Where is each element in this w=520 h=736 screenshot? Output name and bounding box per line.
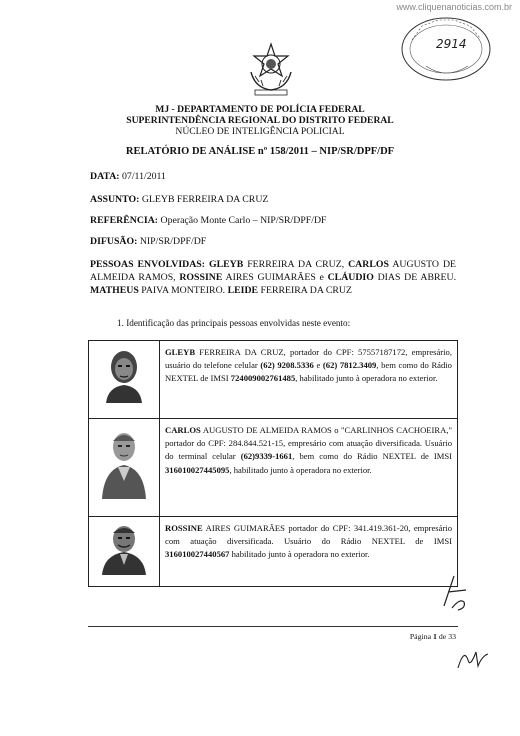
phone-number: (62)9339-1661: [240, 451, 293, 462]
photo-cell: [89, 341, 160, 419]
field-difusao-label: DIFUSÃO:: [90, 236, 138, 247]
field-referencia-label: REFERÊNCIA:: [90, 215, 159, 226]
field-data: [90, 171, 166, 182]
phone-number: (62) 9208.5336: [260, 360, 314, 371]
field-difusao-value: NIP/SR/DPF/DF: [139, 236, 207, 247]
person-text: habilitado junto à operadora no exterior.: [229, 549, 370, 560]
phone-number: (62) 7812.3409: [322, 360, 377, 371]
field-referencia-value: Operação Monte Carlo – NIP/SR/DPF/DF: [160, 215, 327, 226]
person-text: , bem como do Rádio NEXTEL de IMSI: [165, 360, 452, 384]
photo-cell: [89, 517, 160, 587]
person-text: , habilitado junto à operadora no exterior.: [295, 373, 438, 384]
person-1-first: GLEYB: [208, 259, 244, 270]
header-line-2: SUPERINTENDÊNCIA REGIONAL DO DISTRITO FEDERAL: [126, 115, 394, 126]
field-assunto-label: ASSUNTO:: [90, 194, 140, 205]
person-4-rest: DIAS DE ABREU.: [377, 272, 457, 283]
field-data-value: 07/11/2011: [122, 171, 166, 182]
field-referencia: [90, 215, 327, 226]
stamp-number: 2914: [436, 37, 467, 51]
field-data-label: DATA:: [90, 171, 120, 182]
person-name: GLEYB: [165, 347, 196, 357]
person-description: [160, 419, 458, 517]
page-label: Página: [409, 632, 432, 641]
person-description: [160, 341, 458, 419]
person-4-first: CLÁUDIO: [327, 272, 374, 283]
table-row: [89, 517, 458, 587]
footer-divider: [88, 626, 458, 627]
institution-header: [0, 104, 520, 137]
person-text: e: [313, 360, 323, 371]
person-5-rest: PAIVA MONTEIRO.: [141, 285, 226, 296]
imsi-number: 724009002761485: [230, 373, 296, 384]
signature-initials-icon: [456, 642, 490, 672]
person-3-rest: AIRES GUIMARÃES e: [225, 272, 324, 283]
signature-initials-icon: [440, 572, 470, 612]
person-5-first: MATHEUS: [90, 285, 139, 296]
person-1-rest: FERREIRA DA CRUZ,: [247, 259, 345, 270]
photo-cell: [89, 419, 160, 517]
person-3-first: ROSSINE: [179, 272, 223, 283]
person-2-rest: AUGUSTO DE ALMEIDA RAMOS,: [90, 259, 456, 283]
portrait-photo-gleyb: [102, 345, 146, 403]
field-difusao: [90, 236, 206, 247]
imsi-number: 316010027440567: [165, 549, 230, 560]
persons-table: [88, 340, 458, 587]
person-name: ROSSINE: [165, 523, 203, 533]
field-assunto: [90, 194, 268, 205]
item-1-heading: 1. Identificação das principais pessoas envolvidas neste evento:: [117, 318, 351, 328]
table-row: [89, 419, 458, 517]
portrait-photo-carlos: [100, 427, 148, 499]
report-title: RELATÓRIO DE ANÁLISE nº 158/2011 – NIP/SR/DPF/DF: [125, 146, 395, 157]
pessoas-envolvidas: [90, 258, 456, 297]
coat-of-arms-icon: [245, 42, 297, 98]
page-current: 1: [433, 632, 437, 641]
watermark-text: www.cliquenanoticias.com.br: [396, 2, 512, 12]
imsi-number: 316010027445095: [165, 464, 230, 475]
person-6-first: LEIDE: [227, 285, 259, 296]
person-6-rest: FERREIRA DA CRUZ: [260, 285, 352, 296]
page-number: [410, 632, 456, 641]
pessoas-label: PESSOAS ENVOLVIDAS:: [90, 259, 206, 270]
person-text: , bem como do Rádio NEXTEL de IMSI: [292, 451, 452, 462]
table-row: [89, 341, 458, 419]
person-text: AUGUSTO DE ALMEIDA RAMOS o "CARLINHOS CACHOEIRA," portador do CPF: 284.844.521-15, empresário com atuação diversificada. Usuário do terminal celular: [165, 425, 452, 462]
person-text: AIRES GUIMARÃES portador do CPF: 341.419.361-20, empresário com atuação diversificada. Usuário do Rádio NEXTEL de IMSI: [165, 523, 452, 547]
header-line-3: NÚCLEO DE INTELIGÊNCIA POLICIAL: [175, 126, 345, 137]
header-line-1: MJ - DEPARTAMENTO DE POLÍCIA FEDERAL: [155, 104, 365, 115]
field-assunto-value: GLEYB FERREIRA DA CRUZ: [141, 194, 269, 205]
person-name: CARLOS: [165, 425, 201, 435]
portrait-photo-rossine: [100, 521, 148, 575]
person-text: FERREIRA DA CRUZ, portador do CPF: 57557187172, empresário, usuário do telefone celular: [165, 347, 452, 371]
person-description: [160, 517, 458, 587]
person-2-first: CARLOS: [348, 259, 389, 270]
page-of: de: [438, 632, 447, 641]
page-total: 33: [448, 632, 456, 641]
person-text: , habilitado junto à operadora no exterior.: [229, 464, 372, 475]
